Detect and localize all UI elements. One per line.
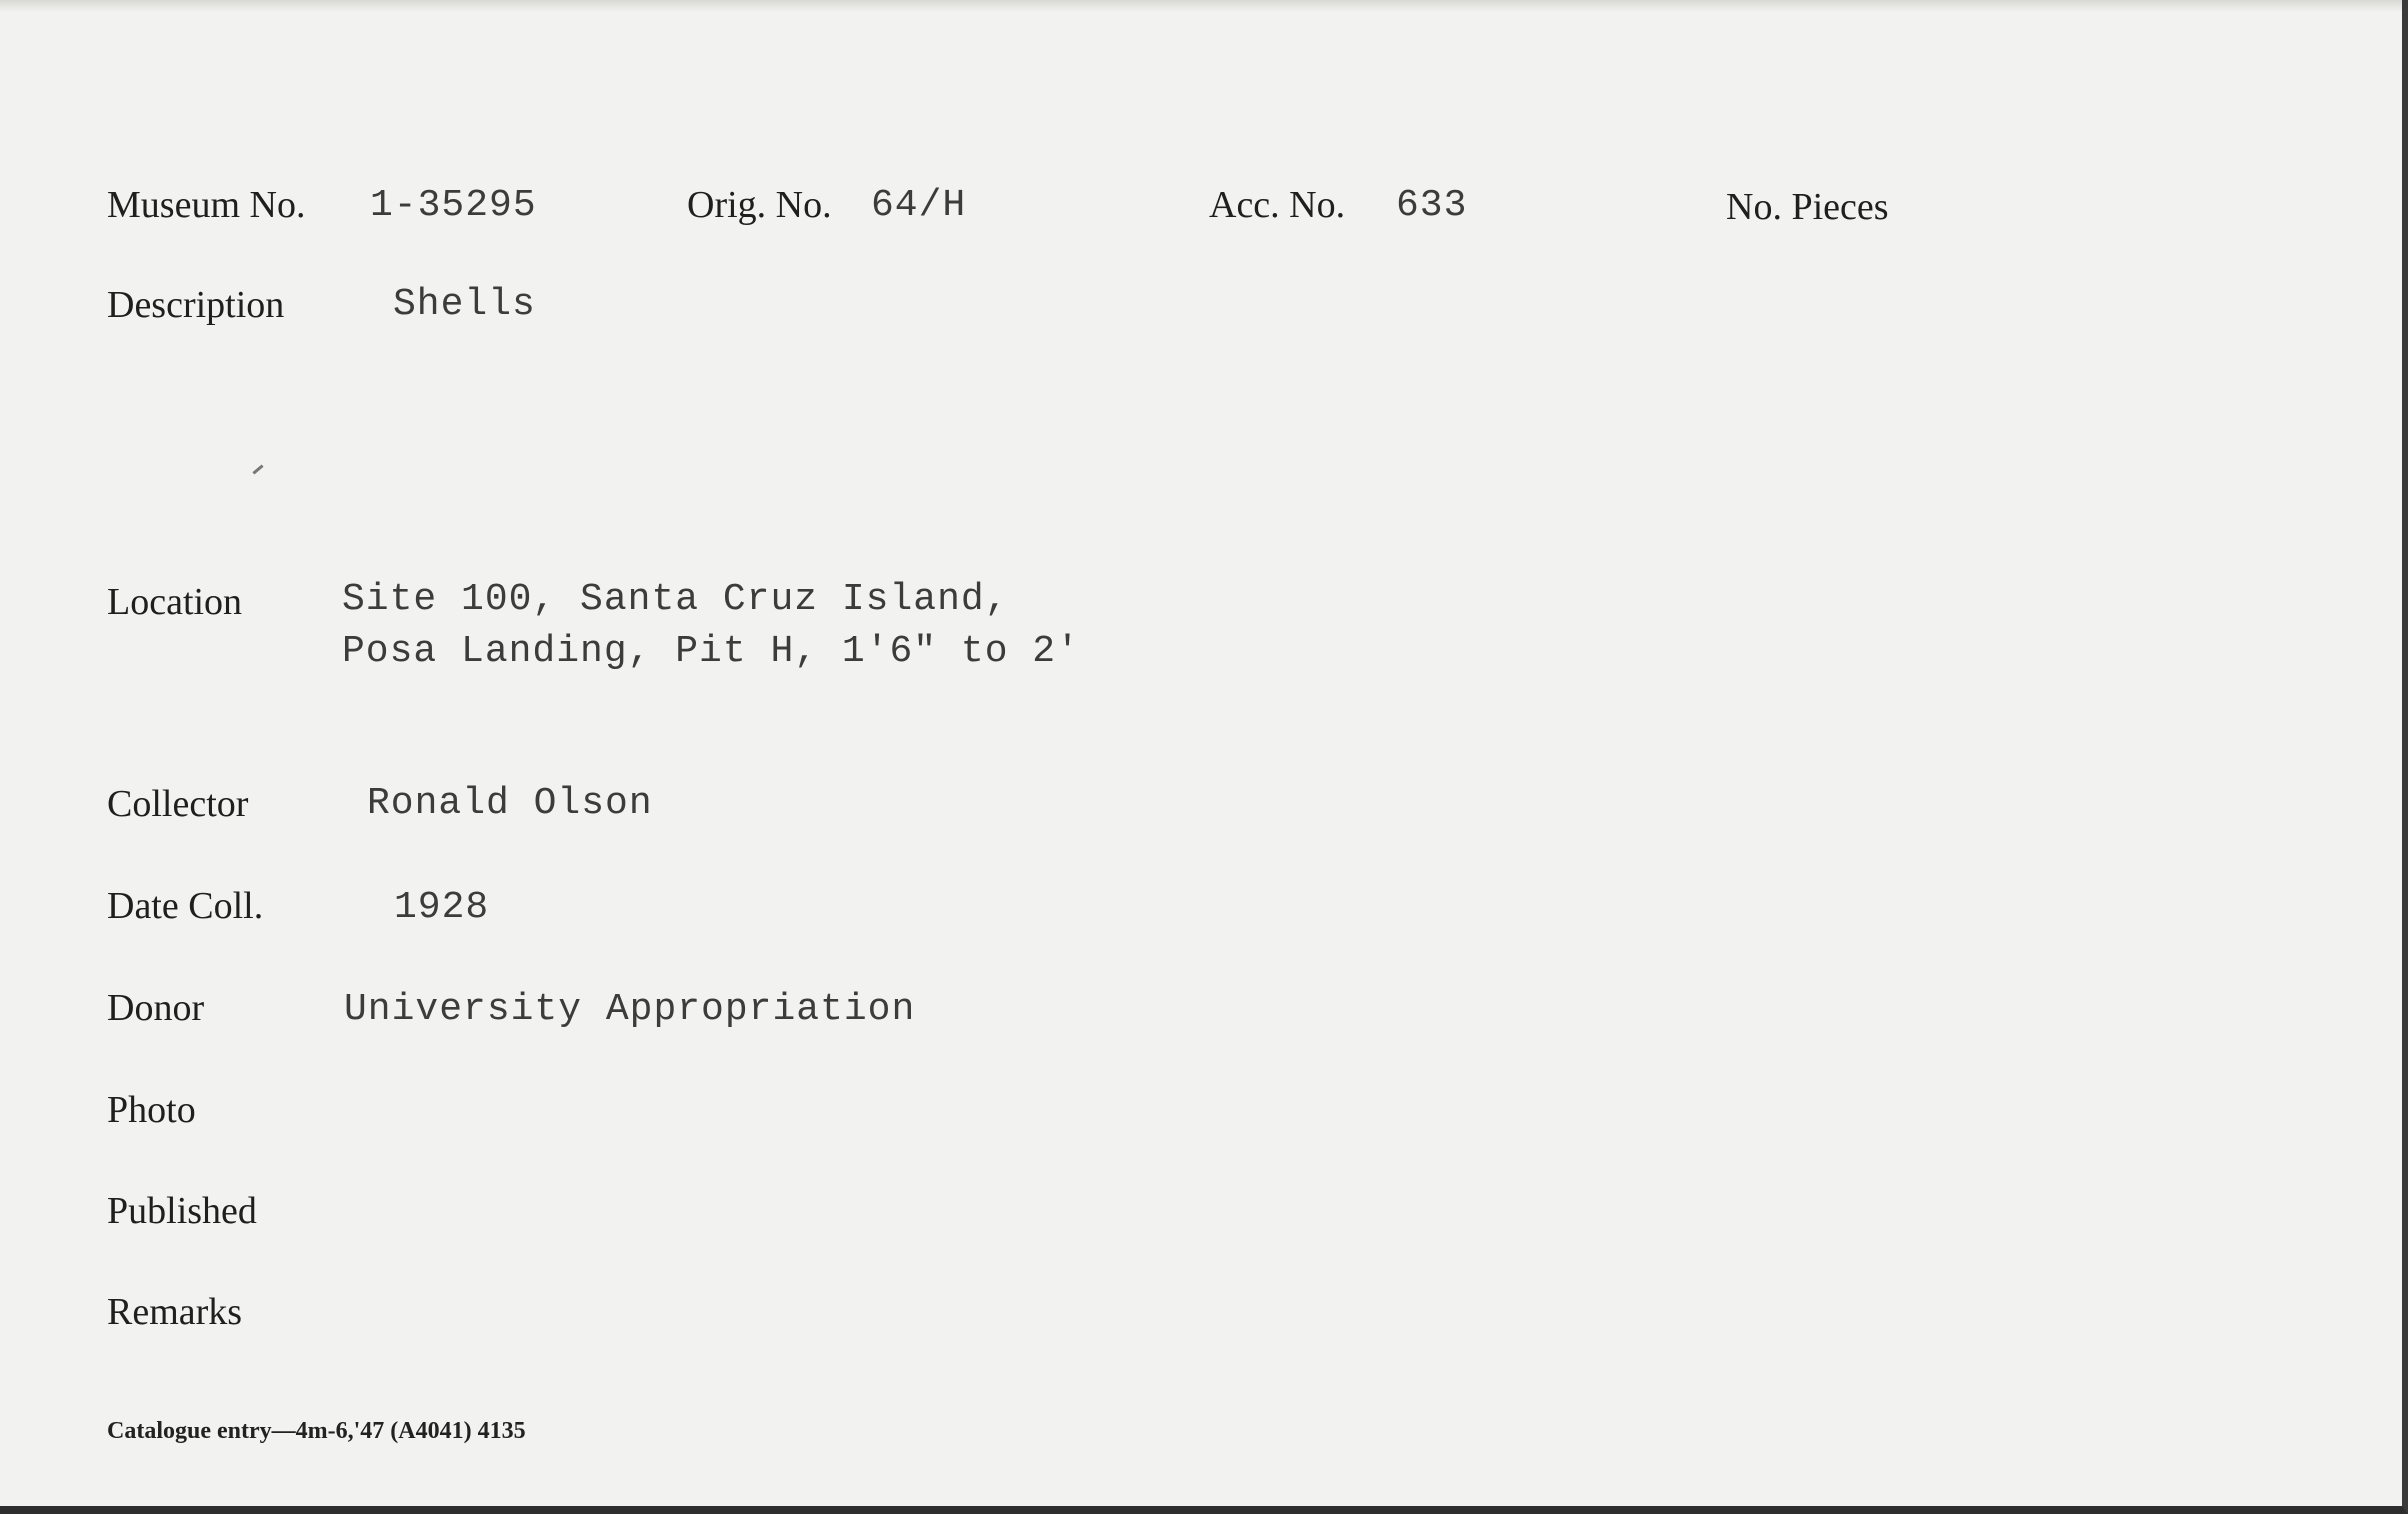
location-label: Location	[107, 581, 243, 623]
donor-value: University Appropriation	[344, 988, 916, 1031]
remarks-label: Remarks	[107, 1291, 243, 1333]
published-label: Published	[107, 1190, 257, 1232]
pencil-mark	[252, 464, 263, 474]
catalogue-footer: Catalogue entry—4m-6,'47 (A4041) 4135	[107, 1418, 526, 1444]
acc-no-value: 633	[1396, 184, 1468, 227]
orig-no-value: 64/H	[871, 184, 967, 227]
photo-label: Photo	[107, 1089, 196, 1131]
description-value: Shells	[393, 283, 536, 326]
museum-no-label: Museum No.	[107, 184, 306, 226]
no-pieces-label: No. Pieces	[1726, 186, 1889, 228]
acc-no-label: Acc. No.	[1209, 184, 1346, 226]
description-label: Description	[107, 284, 285, 326]
location-line-2: Posa Landing, Pit H, 1'6" to 2'	[342, 630, 1080, 673]
date-coll-value: 1928	[394, 886, 490, 929]
museum-no-value: 1-35295	[370, 184, 537, 227]
collector-value: Ronald Olson	[367, 782, 653, 825]
date-coll-label: Date Coll.	[107, 885, 264, 927]
donor-label: Donor	[107, 987, 205, 1029]
location-line-1: Site 100, Santa Cruz Island,	[342, 578, 1009, 621]
collector-label: Collector	[107, 783, 249, 825]
orig-no-label: Orig. No.	[687, 184, 832, 226]
